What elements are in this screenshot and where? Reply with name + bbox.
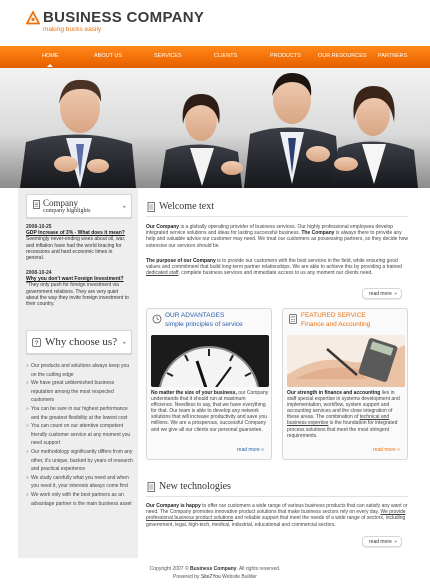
welcome-paragraph-2: The purpose of our Company is to provide our customers with the best services in the field, while ensuring good values and commitment that build long-term partner relationships. We are able to achieve this by providing a trained dedicated staff, complete business services and immediate access to us any moment our clients need. bbox=[146, 258, 402, 277]
svg-text:?: ? bbox=[34, 340, 39, 347]
calculator-image bbox=[287, 335, 405, 387]
logo-tagline: making bucks easily bbox=[43, 26, 102, 33]
highlights-subtitle: company highlights bbox=[43, 208, 91, 214]
dedicated-staff-link[interactable]: dedicated staff bbox=[146, 270, 179, 277]
hero-people-image bbox=[0, 68, 430, 188]
read-more-link[interactable]: read more » bbox=[373, 447, 400, 453]
featured-box bbox=[282, 308, 408, 460]
welcome-paragraph-1: Our Company is a globally operating provider of business services. Our highly professional employees develop integrated service solutions and ideas for lasting successful business. The Company is always there to provide any help and valuable advice our customer may need. We treat our customers as possessing partners, so they decide how extensive our services should be. bbox=[146, 224, 408, 249]
highlights-title: Company bbox=[43, 198, 78, 208]
read-more-link[interactable]: read more » bbox=[237, 447, 264, 453]
copyright-text: Copyright 2007 © Business Company. All rights reserved. bbox=[149, 566, 281, 572]
logo-title[interactable]: BUSINESS COMPANY bbox=[43, 9, 205, 26]
tech-paragraph: Our Company is happy to offer our customers a wide range of various business products that can satisfy any want or need. The Company promotes innovative product solutions that make business sectors rely on every day. We provide professional business product solutions and reliable support that meet the needs of a wide range of sectors, including government, legal, high-tech, medical, industrial, educational and commercial sectors. bbox=[146, 503, 408, 528]
hero-banner bbox=[0, 68, 430, 188]
why-title: Why choose us? bbox=[45, 336, 118, 348]
list-item: » We have great unblemished business reputation among the most respected customers bbox=[26, 379, 134, 405]
nav-home[interactable]: HOME bbox=[42, 53, 59, 59]
featured-subtitle: Finance and Accounting bbox=[301, 321, 371, 328]
news-text: "They only push for foreign investment via government relations. They are very quiet about the way they invite foreign investment to their country. bbox=[26, 282, 129, 308]
featured-text: Our strength in finance and accounting lies in staff special expertise in systems development and implementation, workflow, system support and accounting services and the close integration of these areas. The combination of technical and business expertise is the foundation for integrated process solutions that meet the most stringent requirements. bbox=[287, 390, 400, 439]
news-text: Seemingly never-ending woes about oil, war, and inflation have had the world bracing for recessions and hard economic times in general. bbox=[26, 236, 126, 262]
calculator-icon bbox=[288, 314, 298, 324]
list-item: » Our products and solutions always keep you on the cutting edge bbox=[26, 362, 134, 379]
chevron-right-icon[interactable]: ▸ bbox=[123, 340, 126, 346]
list-item: » You can count on our attentive competent friendly customer service at any moment you need support bbox=[26, 422, 134, 448]
why-choose-header bbox=[26, 330, 132, 354]
tech-title: New technologies bbox=[159, 481, 231, 492]
main-content bbox=[138, 188, 412, 558]
document-icon bbox=[146, 482, 156, 492]
triangle-logo-icon[interactable] bbox=[26, 11, 40, 25]
nav-our-resources[interactable]: OUR RESOURCES bbox=[318, 53, 367, 59]
news-item bbox=[26, 224, 130, 261]
advantages-text: No matter the size of your business, our Company understands that it should run at maximum efficience. Needless to say, that we have everything for that. Our team is able to develop any network solutions that will increase productivity and save you millions. We are a prosperous, successful Company and we give all our clients our personal guarantee. bbox=[151, 390, 269, 433]
list-item: » You can be sure in our highest performance and the greatest flexibility at the lowest cost bbox=[26, 405, 134, 422]
site2you-link[interactable]: Site2You bbox=[200, 574, 221, 580]
news-item bbox=[26, 270, 130, 307]
list-item: » Our methodology significantly differs from any other, it's unique, backed by years of research and practical experience bbox=[26, 448, 134, 474]
nav-services[interactable]: SERVICES bbox=[154, 53, 182, 59]
product-solutions-link[interactable]: We provide professional business product solutions bbox=[146, 509, 406, 522]
read-more-button[interactable]: read more » bbox=[362, 536, 402, 547]
why-list bbox=[26, 362, 134, 508]
divider bbox=[146, 216, 408, 217]
nav-clients[interactable]: CLIENTS bbox=[214, 53, 238, 59]
nav-products[interactable]: PRODUCTS bbox=[270, 53, 301, 59]
read-more-button[interactable]: read more » bbox=[362, 288, 402, 299]
news-headline-link[interactable]: GDP Increase of 3% - What does it mean? bbox=[26, 230, 125, 237]
company-highlights-header bbox=[26, 194, 132, 218]
advantages-title: OUR ADVANTAGES bbox=[165, 312, 225, 319]
featured-title: FEATURED SERVICE bbox=[301, 312, 366, 319]
question-icon bbox=[32, 338, 41, 347]
list-item: » We work only with the best partners as an advantage partner is the main business asset bbox=[26, 491, 134, 508]
advantages-box bbox=[146, 308, 272, 460]
technical-business-link[interactable]: technical and business expertise bbox=[287, 414, 390, 427]
document-icon bbox=[32, 200, 41, 209]
news-headline-link[interactable]: Why you don't want Foreign Investment? bbox=[26, 276, 124, 283]
welcome-title: Welcome text bbox=[159, 201, 215, 212]
nav-partners[interactable]: PARTNERS bbox=[378, 53, 408, 59]
divider bbox=[146, 496, 408, 497]
clock-icon bbox=[152, 314, 162, 324]
powered-by-text: Powered by Site2You Website Builder bbox=[173, 574, 257, 580]
nav-about-us[interactable]: ABOUT US bbox=[94, 53, 123, 59]
document-icon bbox=[146, 202, 156, 212]
advantages-subtitle: simple principles of service bbox=[165, 321, 243, 328]
clock-image bbox=[151, 335, 269, 387]
news-date: 2008-10-25 bbox=[26, 224, 52, 230]
list-item: » We study carefully what you need and when you need it, your interests always come first bbox=[26, 474, 134, 491]
footer bbox=[0, 558, 430, 587]
header bbox=[0, 0, 430, 46]
chevron-right-icon[interactable]: ▸ bbox=[123, 204, 126, 210]
main-nav bbox=[0, 46, 430, 68]
news-date: 2008-10-24 bbox=[26, 270, 52, 276]
